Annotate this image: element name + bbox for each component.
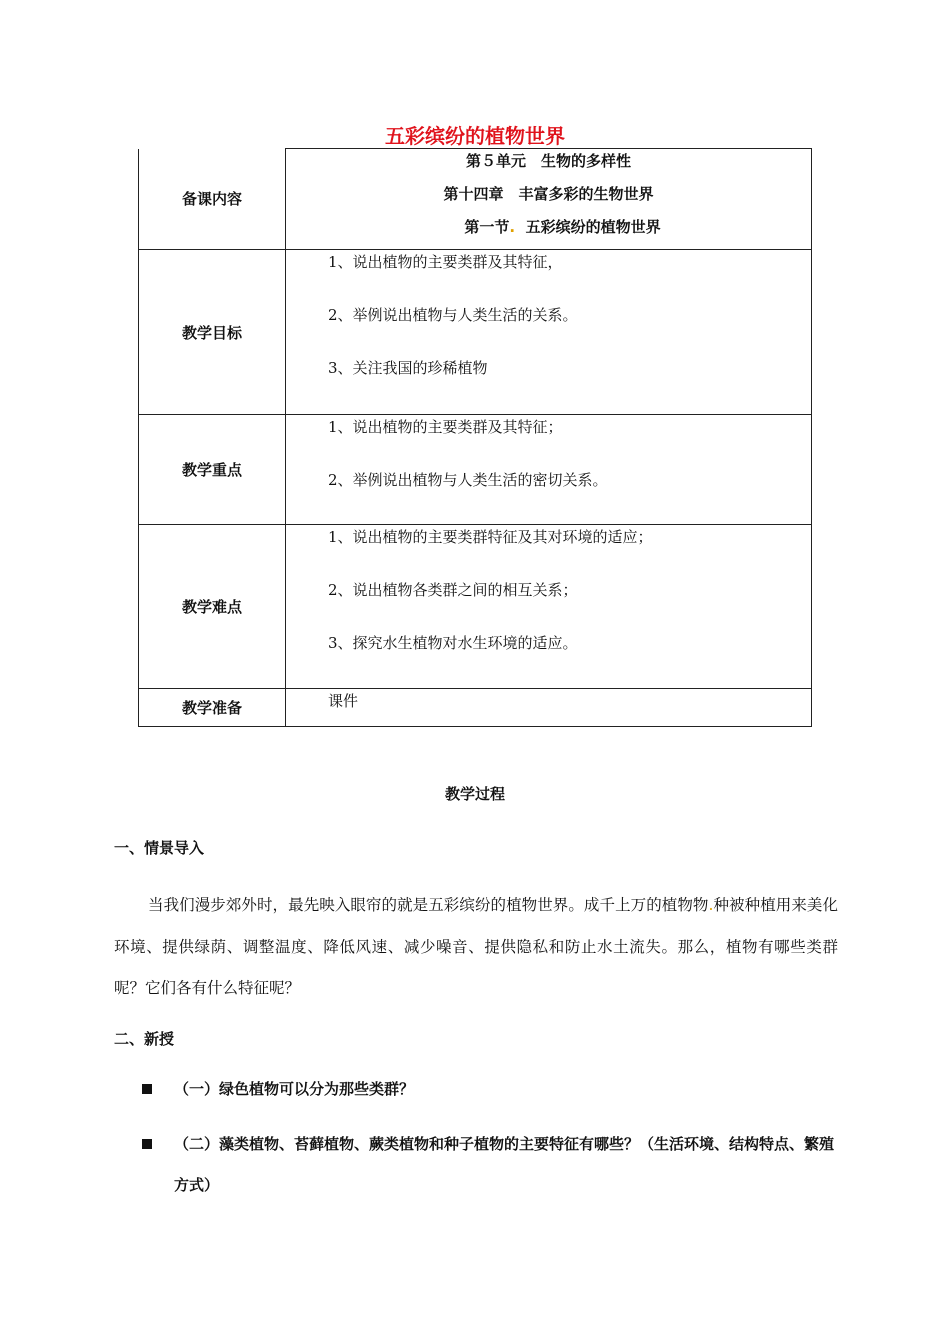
row-label: 教学准备 [139, 689, 286, 727]
list-item: 2、说出植物各类群之间的相互关系； [328, 581, 578, 599]
list-item: 课件 [328, 692, 359, 710]
row-content [286, 689, 812, 727]
row-content [286, 525, 812, 689]
bullet-text: （二）藻类植物、苔藓植物、蕨类植物和种子植物的主要特征有哪些？（生活环境、结构特点、繁殖方式） [174, 1135, 835, 1194]
table-row [139, 149, 812, 250]
highlight-dot: . [509, 218, 516, 236]
section1-heading: 一、情景导入 [114, 839, 205, 857]
highlight-dot: . [708, 896, 714, 914]
section-line [286, 215, 811, 248]
bullet-text: （一）绿色植物可以分为那些类群？ [174, 1080, 415, 1098]
square-bullet-icon [142, 1139, 152, 1149]
table-row [139, 525, 812, 689]
list-item: 1、说出植物的主要类群及其特征； [328, 418, 563, 436]
list-item: 2、举例说出植物与人类生活的密切关系。 [328, 471, 608, 489]
section-name: 五彩缤纷的植物世界 [525, 218, 661, 236]
section-number: 第一节 [464, 218, 510, 236]
chapter-line: 第十四章 丰富多彩的生物世界 [443, 185, 654, 203]
row-content [286, 250, 812, 415]
table-row [139, 415, 812, 525]
section2-heading: 二、新授 [114, 1030, 175, 1048]
row-content [286, 415, 812, 525]
unit-line: 第５单元 生物的多样性 [465, 152, 631, 170]
row-label: 教学重点 [139, 415, 286, 525]
list-item: 1、说出植物的主要类群及其特征， [328, 253, 563, 271]
intro-text-a: 当我们漫步郊外时，最先映入眼帘的就是五彩缤纷的植物世界。成千上万的植物物 [148, 896, 709, 914]
process-title: 教学过程 [444, 785, 505, 803]
list-item: 3、关注我国的珍稀植物 [328, 359, 488, 377]
row-label: 教学目标 [139, 250, 286, 415]
row-label: 教学难点 [139, 525, 286, 689]
table-row [139, 250, 812, 415]
row-content [286, 149, 812, 250]
lesson-plan-table [138, 148, 812, 727]
row-label: 备课内容 [139, 149, 286, 250]
list-item [142, 1124, 842, 1206]
square-bullet-icon [142, 1084, 152, 1094]
intro-text-b: 种被种植用来美化环境、提供绿荫、调整温度、降低风速、减少噪音、提供隐私和防止水土流失。那么，植物有哪些类群呢？它们各有什么特征呢？ [114, 896, 838, 997]
table-row [139, 689, 812, 727]
intro-paragraph [114, 885, 838, 1010]
document-title: 五彩缤纷的植物世界 [385, 124, 565, 148]
list-item [142, 1069, 842, 1110]
list-item: 2、举例说出植物与人类生活的关系。 [328, 306, 578, 324]
list-item: 1、说出植物的主要类群特征及其对环境的适应； [328, 528, 653, 546]
list-item: 3、探究水生植物对水生环境的适应。 [328, 634, 578, 652]
